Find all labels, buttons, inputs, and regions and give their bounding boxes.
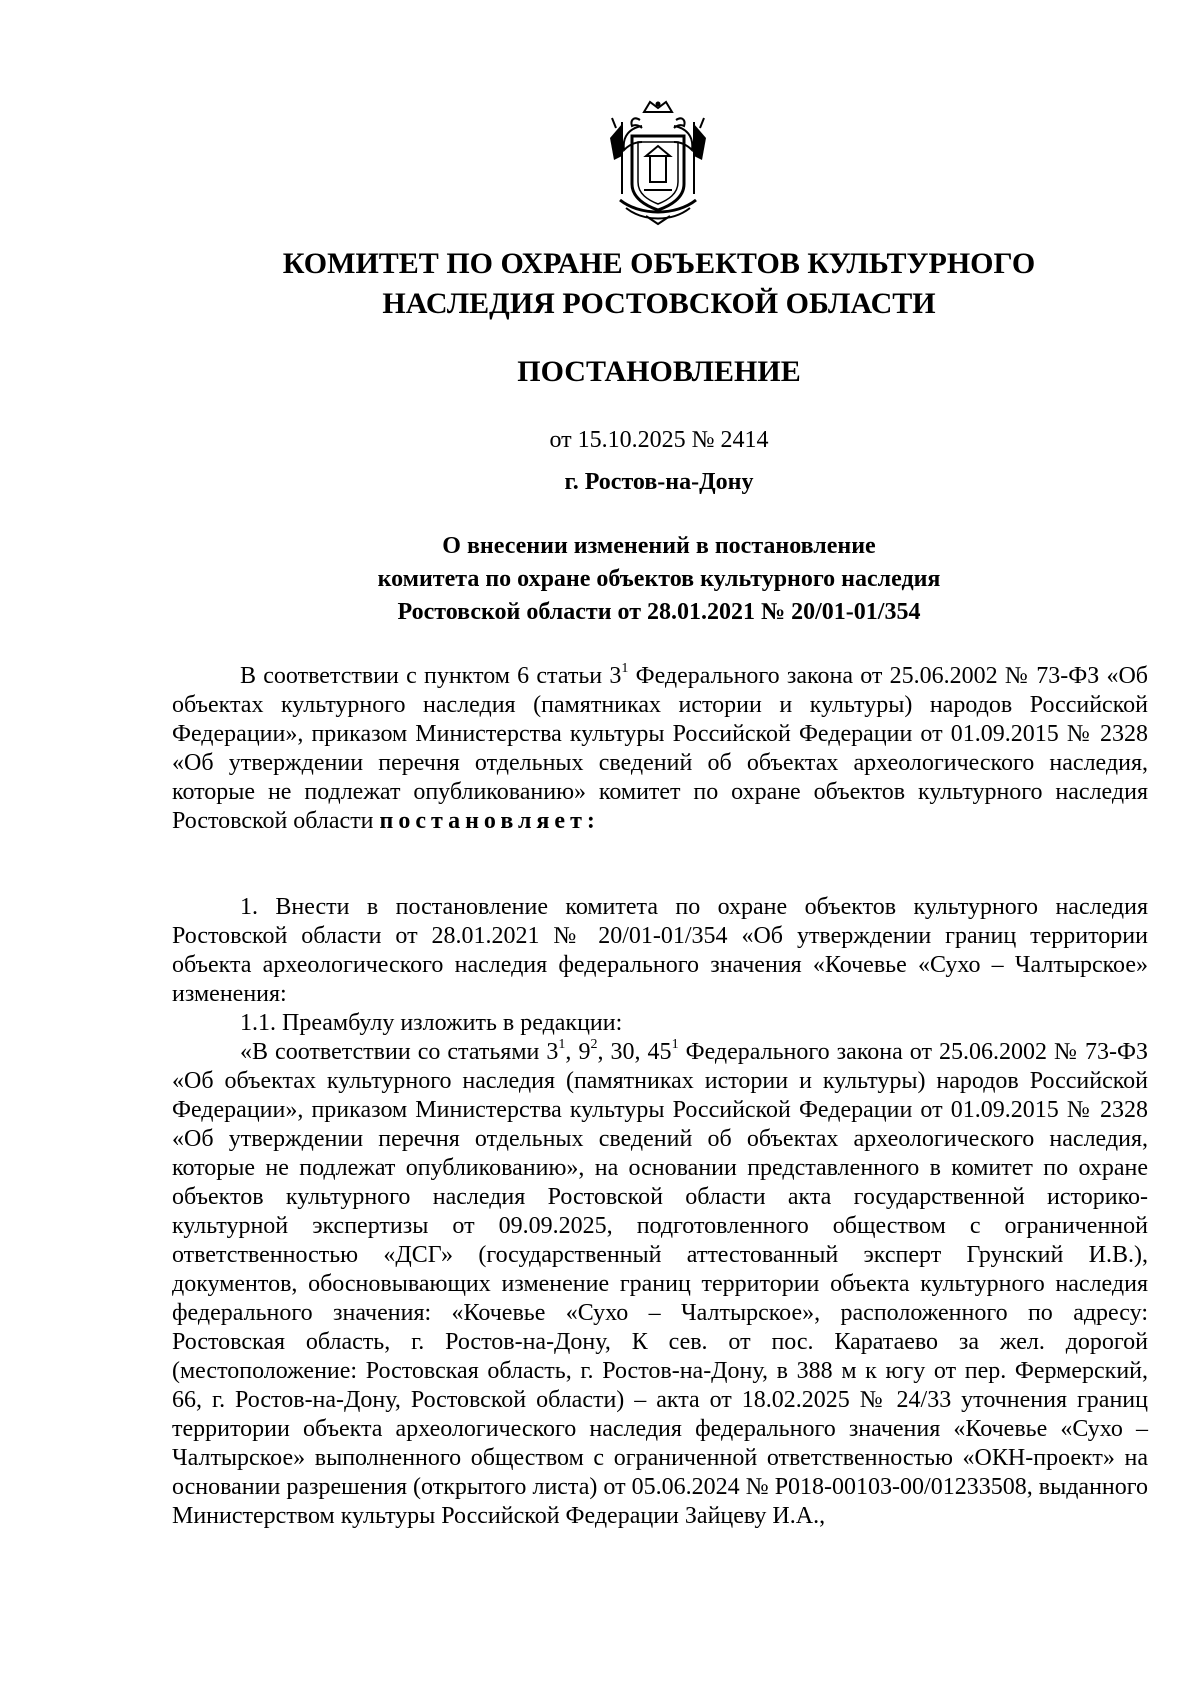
quote-text-4: Федерального закона от 25.06.2002 № 73-ФЗ «Об объектах культурного наследия (памятниках истории и культуры) народов Российской Федерации», приказом Министерства культуры Российской Федерации от 01.09.2015 № 2328 «Об утверждении перечня отдельных сведений об объектах археологического наследия, которые не подлежат опубликованию», на основании представленного в комитет по охране объектов культурного наследия Ростовской области акта государственной историко-культурной экспертизы от 09.09.2025, подготовленного обществом с ограниченной ответственностью «ДСГ» (государственный аттестованный эксперт Грунский И.В.), документов, обосновывающих изменение границ территории объекта культурного наследия федерального значения: «Кочевье «Сухо – Чалтырское», расположенного по адресу: Ростовская область, г. Ростов-на-Дону, К сев. от пос. Каратаево за жел. дорогой (местоположение: Ростовская область, г. Ростов-на-Дону, в 388 м к югу от пер. Фермерский, 66, г. Ростов-на-Дону, Ростовской области) – акта от 18.02.2025 № 24/33 уточнения границ территории объекта археологического наследия федерального значения «Кочевье «Сухо – Чалтырское» выполненного обществом с ограниченной ответственностью «ОКН-проект» на основании разрешения (открытого листа) от 05.06.2024 № Р018-00103-00/01233508, выданного Министерством культуры Российской Федерации Зайцеву И.А., [172,1039,1149,1529]
organization-title-line-2: НАСЛЕДИЯ РОСТОВСКОЙ ОБЛАСТИ [382,287,936,320]
quote-text-1: «В соответствии со статьями 3 [240,1039,559,1065]
coat-of-arms-icon [600,98,716,226]
document-subject [170,530,1148,629]
subject-line-1: О внесении изменений в постановление [442,533,876,559]
organization-title [170,244,1148,324]
preamble-text-1: В соответствии с пунктом 6 статьи 3 [240,663,622,689]
quoted-preamble-paragraph [172,1038,1148,1531]
document-city: г. Ростов-на-Дону [564,469,754,495]
quote-superscript-3: 1 [671,1037,679,1052]
amendments-block [172,893,1148,1531]
preamble-paragraph [172,662,1148,836]
preamble-text-2: Федерального закона от 25.06.2002 № 73-ФЗ «Об объектах культурного наследия (памятниках истории и культуры) народов Российской Федерации», приказом Министерства культуры Российской Федерации от 01.09.2015 № 2328 «Об утверждении перечня отдельных сведений об объектах археологического наследия, которые не подлежат опубликованию» комитет по охране объектов культурного наследия Ростовской области [172,663,1148,834]
organization-title-line-1: КОМИТЕТ ПО ОХРАНЕ ОБЪЕКТОВ КУЛЬТУРНОГО [282,247,1036,280]
quote-superscript-2: 2 [590,1037,598,1052]
quote-text-2: , 9 [565,1039,591,1065]
subject-line-3: Ростовской области от 28.01.2021 № 20/01-01/354 [397,599,921,625]
document-date-number: от 15.10.2025 № 2414 [549,427,769,453]
document-type: ПОСТАНОВЛЕНИЕ [517,355,801,388]
preamble-block [172,662,1148,836]
item-1-1-paragraph: 1.1. Преамбулу изложить в редакции: [240,1010,623,1036]
preamble-superscript: 1 [621,661,629,676]
subject-line-2: комитета по охране объектов культурного наследия [377,566,941,592]
item-1-paragraph: 1. Внести в постановление комитета по охране объектов культурного наследия Ростовской области от 28.01.2021 № 20/01-01/354 «Об утверждении границ территории объекта археологического наследия федерального значения «Кочевье «Сухо – Чалтырское» изменения: [172,894,1148,1007]
quote-superscript-1: 1 [558,1037,566,1052]
quote-text-3: , 30, 45 [597,1039,672,1065]
decree-word: постановляет: [379,808,600,834]
